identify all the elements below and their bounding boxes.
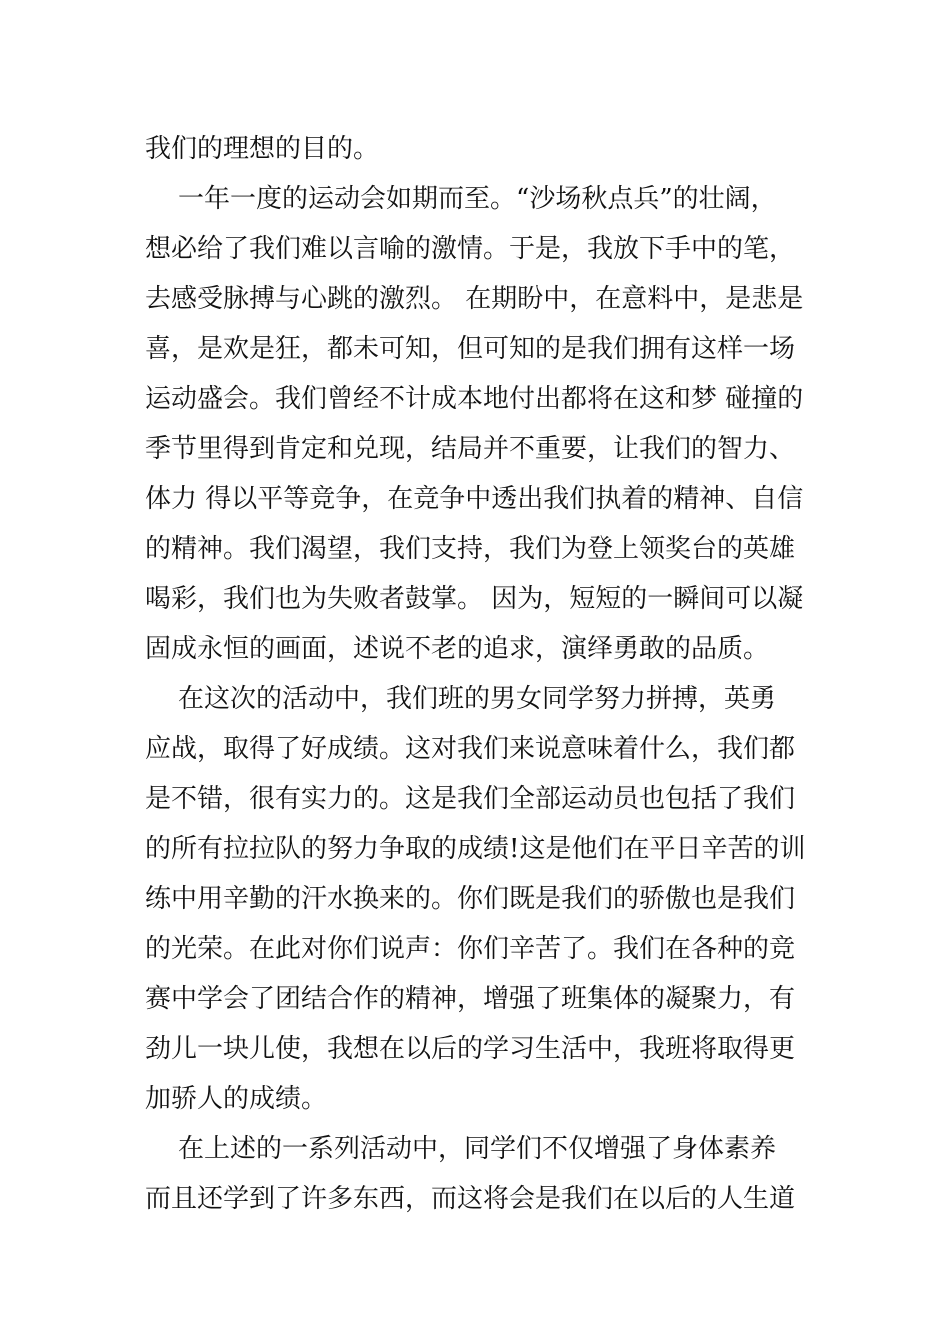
text-line: 练中用辛勤的汗水换来的。你们既是我们的骄傲也是我们 xyxy=(145,884,796,914)
text-line: 去感受脉搏与心跳的激烈。 在期盼中，在意料中，是悲是 xyxy=(145,284,804,314)
text-line: 喝彩，我们也为失败者鼓掌。 因为，短短的一瞬间可以凝 xyxy=(145,584,804,614)
text-line: 在这次的活动中，我们班的男女同学努力拼搏，英勇 xyxy=(145,684,777,714)
text-line: 想必给了我们难以言喻的激情。于是，我放下手中的笔， xyxy=(145,234,796,264)
text-line: 赛中学会了团结合作的精神，增强了班集体的凝聚力，有 xyxy=(145,984,796,1014)
text-line: 的精神。我们渴望，我们支持，我们为登上领奖台的英雄 xyxy=(145,534,796,564)
text-line: 应战，取得了好成绩。这对我们来说意味着什么，我们都 xyxy=(145,734,796,764)
text-line: 喜，是欢是狂，都未可知，但可知的是我们拥有这样一场 xyxy=(145,334,796,364)
text-line: 我们的理想的目的。 xyxy=(145,134,380,164)
text-line: 劲儿一块儿使，我想在以后的学习生活中，我班将取得更 xyxy=(145,1034,796,1064)
text-line: 的光荣。在此对你们说声：你们辛苦了。我们在各种的竞 xyxy=(145,934,796,964)
text-line: 在上述的一系列活动中，同学们不仅增强了身体素养 xyxy=(145,1134,777,1164)
text-line: 一年一度的运动会如期而至。“沙场秋点兵”的壮阔， xyxy=(145,184,777,214)
text-line: 固成永恒的画面，述说不老的追求，演绎勇敢的品质。 xyxy=(145,634,770,664)
text-line: 加骄人的成绩。 xyxy=(145,1084,328,1114)
text-line: 而且还学到了许多东西，而这将会是我们在以后的人生道 xyxy=(145,1184,796,1214)
text-line: 是不错，很有实力的。这是我们全部运动员也包括了我们 xyxy=(145,784,796,814)
text-line: 运动盛会。我们曾经不计成本地付出都将在这和梦 碰撞的 xyxy=(145,384,804,414)
text-line: 体力 得以平等竞争，在竞争中透出我们执着的精神、自信 xyxy=(145,484,804,514)
text-line: 的所有拉拉队的努力争取的成绩!这是他们在平日辛苦的训 xyxy=(145,834,806,864)
text-line: 季节里得到肯定和兑现，结局并不重要，让我们的智力、 xyxy=(145,434,796,464)
